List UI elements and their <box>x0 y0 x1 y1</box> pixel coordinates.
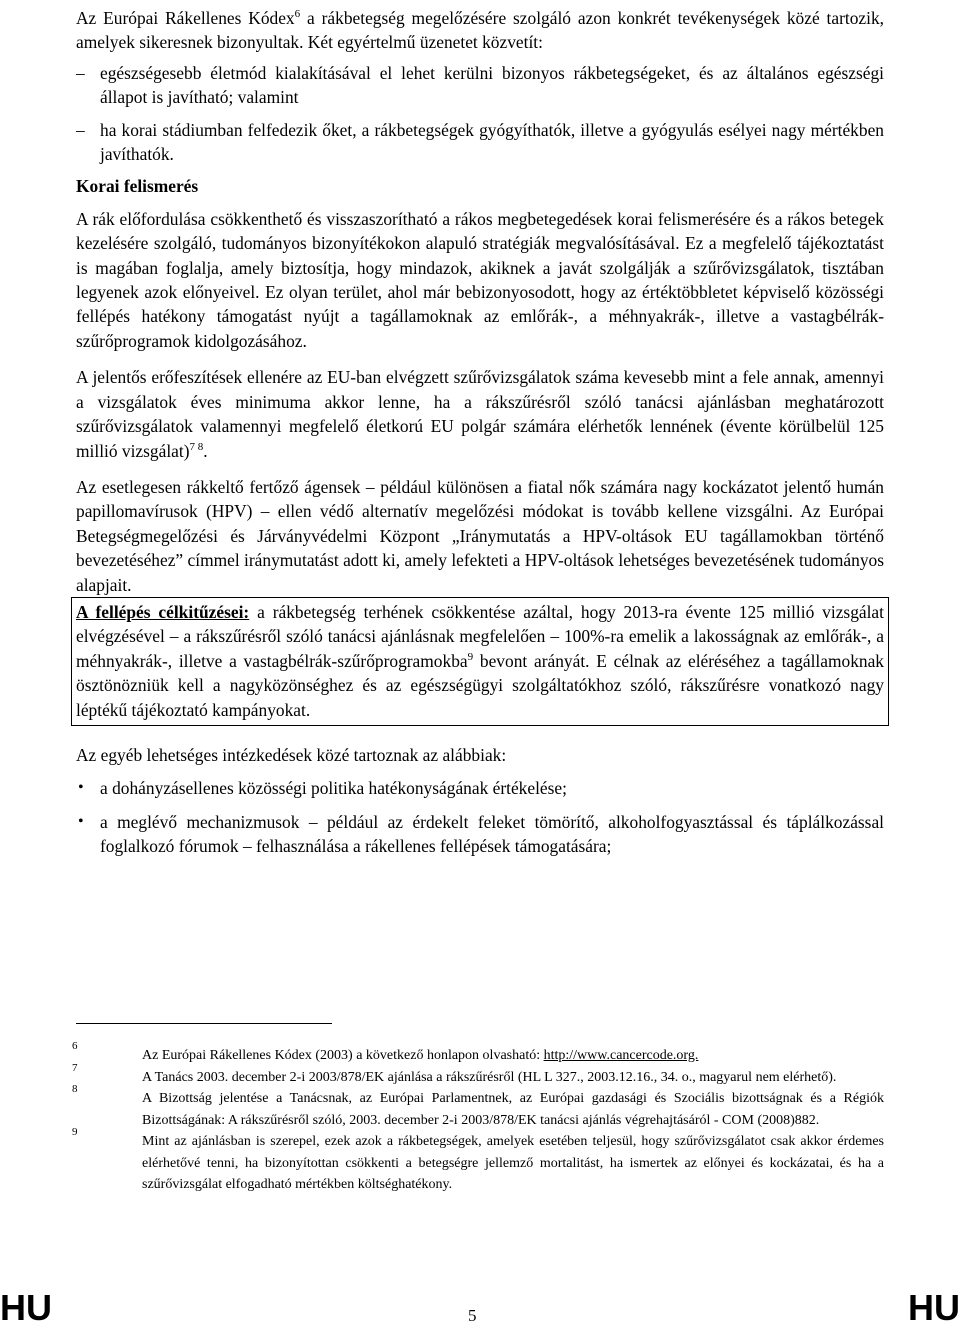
other-measures-intro: Az egyéb lehetséges intézkedések közé tartoznak az alábbiak: <box>76 744 507 765</box>
section-heading: Korai felismerés <box>76 176 199 197</box>
footnote-number: 8 <box>72 1083 78 1095</box>
dash-marker: – <box>76 62 85 83</box>
dash-item-text: ha korai stádiumban felfedezik őket, a rákbetegségek gyógyíthatók, illetve a gyógyulás esélyei nagy mértékben javíthatók. <box>100 119 884 165</box>
bullet-item <box>76 776 884 800</box>
footnote-ref-6: 6 <box>294 8 301 21</box>
footnote-number: 9 <box>72 1126 78 1138</box>
footer-language-left: HU <box>0 1287 52 1328</box>
page-number: 5 <box>468 1306 477 1325</box>
footnote-text: A Tanács 2003. december 2-i 2003/878/EK ajánlása a rákszűrésről (HL L 327., 2003.12.16., 34. o., magyarul nem elérhető). <box>142 1069 837 1085</box>
footnote-8 <box>72 1083 884 1131</box>
footnote-ref-9: 9 <box>467 650 474 663</box>
dash-item-text: egészségesebb életmód kialakításával el lehet kerülni bizonyos rákbetegségeket, és az általános egészségi állapot is javítható; valamint <box>100 62 884 108</box>
objectives-text-a: a rákbetegség terhének csökkentése azáltal, hogy 2013-ra évente 125 millió vizsgálat elvégzésével – a rákszűrésről szóló tanácsi ajánlásnak megfelelően – 100%-ra emelik a lakosságnak az emlőrák-, a méhnyakrák-, illetve a vastagbélrák-szűrőprogramokba <box>76 601 884 671</box>
dash-item <box>76 118 884 167</box>
paragraph-text: A jelentős erőfeszítések ellenére az EU-ban elvégzett szűrővizsgálatok száma kevesebb mint a fele annak, amennyi a vizsgálatok éves minimuma akkor lenne, ha a rákszűrésről szóló tanácsi ajánlásban meghatározott szűrővizsgálatok valamennyi megfelelő életkorú EU polgár számára elérhetők lennének (évente körülbelül 125 millió vizsgálat) <box>76 367 884 461</box>
footnote-text: Mint az ajánlásban is szerepel, ezek azok a rákbetegségek, amelyek esetében teljesül, hogy szűrővizsgálatot csak akkor érdemes elérhetővé tenni, ha bizonyítottan csökkenti a betegségre jellemző mortalitást, ha ismertek az előnyei és kockázatai, és ha a szűrővizsgálat elfogadható mértékben költséghatékony. <box>142 1134 884 1192</box>
footnote-6 <box>72 1040 884 1067</box>
paragraph-screening-numbers <box>76 365 884 463</box>
bullet-item-text: a dohányzásellenes közösségi politika hatékonyságának értékelése; <box>100 778 567 799</box>
paragraph-end: . <box>203 440 208 461</box>
intro-paragraph <box>76 6 884 55</box>
footnote-ref-7-8: 7 8 <box>189 440 204 453</box>
paragraph-early-detection: A rák előfordulása csökkenthető és visszaszorítható a rákos megbetegedések korai felismerésére és a rákos betegek kezelésére szolgáló, tudományos bizonyítékokon alapuló stratégiák megvalósításával. Ez a megfelelő tájékoztatást is magában foglalja, amely biztosítja, hogy mindazok, akiknek a javát szolgálják a szűrővizsgálatok, tisztában legyenek azok előnyeivel. Ez olyan terület, ahol már bebizonyosodott, hogy az értéktöbbletet képviselő közösségi fellépés hatékony támogatást nyújt a tagállamoknak az emlőrák-, a méhnyakrák-, illetve a vastagbélrák-szűrőprogramok kidolgozásához. <box>76 208 884 351</box>
bullet-marker: • <box>78 812 84 830</box>
objectives-box <box>71 597 889 726</box>
objectives-text <box>76 600 884 722</box>
footnote-link[interactable]: http://www.cancercode.org. <box>543 1048 699 1063</box>
paragraph-hpv: Az esetlegesen rákkeltő fertőző ágensek – például különösen a fiatal nők számára nagy kockázatot jelentő humán papillomavírusok (HPV) – ellen védő alternatív megelőzési módokat is tovább kellene vizsgálni. Az Európai Betegségmegelőzési és Járványvédelmi Központ „Iránymutatás a HPV-oltások EU tagállamokban történő bevezetéséhez” címmel iránymutatást adott ki, amely lefekteti a HPV-oltások lehetséges bevezetésének tudományos alapjait. <box>76 476 884 595</box>
dash-item <box>76 61 884 110</box>
intro-text: Az Európai Rákellenes Kódex <box>76 8 295 28</box>
footer-language-right: HU <box>908 1287 960 1328</box>
footnote-9 <box>72 1126 884 1196</box>
footnote-text: A Bizottság jelentése a Tanácsnak, az Európai Parlamentnek, az Európai gazdasági és Szociális bizottságnak és a Régiók Bizottságának: A rákszűrésről szóló, 2003. december 2-i 2003/878/EK tanácsi ajánlás végrehajtásáról - COM (2008)882. <box>142 1091 884 1128</box>
footnote-number: 7 <box>72 1061 78 1074</box>
objectives-label: A fellépés célkitűzései: <box>76 601 250 622</box>
bullet-list <box>76 776 884 858</box>
objectives-text-b: bevont arányát. E célnak az eléréséhez a tagállamoknak ösztönözniük kell a nagyközönséghez és az egészségügyi szolgáltatókhoz szóló, rákszűrésre vonatkozó nagy léptékű tájékoztató kampányokat. <box>76 650 885 720</box>
intro-text-cont: a rákbetegség megelőzésére szolgáló azon konkrét tevékenységek közé tartozik, amelyek sikeresnek bizonyultak. Két egyértelmű üzenetet közvetít: <box>76 8 884 53</box>
document-body <box>76 6 884 859</box>
footnote-7 <box>72 1061 884 1089</box>
footnote-divider <box>76 1023 332 1024</box>
bullet-item <box>76 810 884 859</box>
bullet-marker: • <box>78 779 84 797</box>
bullet-item-text: a meglévő mechanizmusok – például az érdekelt feleket tömörítő, alkoholfogyasztással és táplálkozással foglalkozó fórumok – felhasználása a rákellenes fellépések támogatására; <box>100 811 884 857</box>
footnote-number: 6 <box>72 1040 78 1052</box>
dash-marker: – <box>76 119 85 140</box>
footnotes <box>72 1040 884 1196</box>
dash-list <box>76 61 884 167</box>
footnote-text: Az Európai Rákellenes Kódex (2003) a következő honlapon olvasható: <box>142 1048 544 1063</box>
